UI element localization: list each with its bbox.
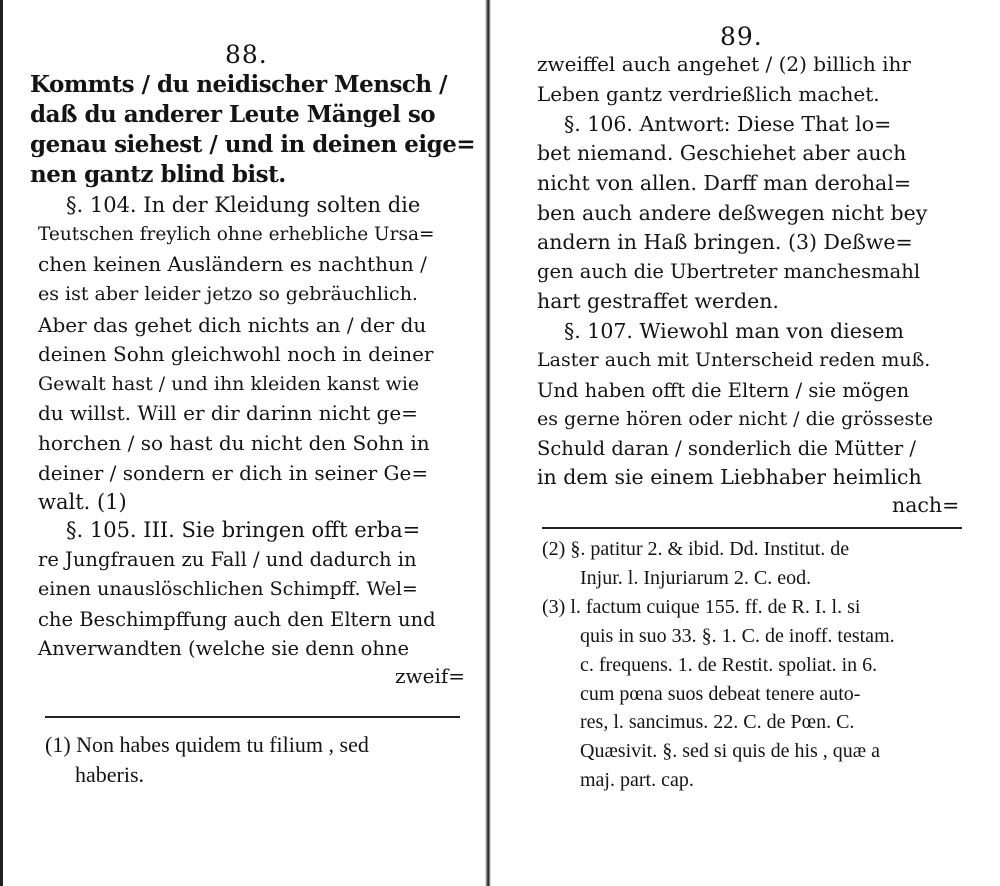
text-line: Anverwandten (welche sie denn ohne [38,637,410,660]
page-edge [0,0,3,886]
text-line: §. 107. Wiewohl man von diesem [564,319,904,343]
catchword: nach= [892,493,960,517]
text-line: §. 104. In der Kleidung solten die [66,193,421,217]
footnote-line: Quæsivit. §. sed si quis de his , quæ a [580,740,881,762]
footnote-line: res, l. sancimus. 22. C. de Pœn. C. [580,711,855,733]
text-line: daß du anderer Leute Mängel so [30,101,436,128]
text-line: Und haben offt die Eltern / sie mögen [537,379,910,402]
text-line: deinen Sohn gleichwohl noch in deiner [38,342,434,366]
text-line: deiner / sondern er dich in seiner Ge= [38,461,429,485]
text-line: genau siehest / und in deinen eige= [30,131,476,158]
footnote-line: quis in suo 33. §. 1. C. de inoff. testam. [580,625,895,647]
text-line: bet niemand. Geschiehet aber auch [537,141,907,165]
footnote-line: (2) §. patitur 2. & ibid. Dd. Institut. de [542,538,850,560]
footnote-rule [45,716,460,718]
footnote-line: Injur. l. Injuriarum 2. C. eod. [580,567,812,589]
text-line: §. 105. III. Sie bringen offt erba= [66,518,421,542]
text-line: es gerne hören oder nicht / die grösseste [537,408,934,430]
text-line: du willst. Will er dir darinn nicht ge= [38,401,418,425]
right-page [492,0,1000,886]
text-line: Schuld daran / sonderlich die Mütter / [537,437,916,460]
text-line: walt. (1) [38,490,127,514]
text-line: §. 106. Antwort: Diese That lo= [564,112,892,136]
text-line: Laster auch mit Unterscheid reden muß. [537,349,931,371]
left-page [0,0,487,886]
text-line: nicht von allen. Darff man derohal= [537,171,912,195]
footnote-line: (3) l. factum cuique 155. ff. de R. I. l. si [542,596,861,618]
page-number: 89. [720,22,763,51]
footnote-rule [542,527,962,529]
text-line: Teutschen freylich ohne erhebliche Ursa= [38,224,435,245]
text-line: horchen / so hast du nicht den Sohn in [38,431,430,455]
text-line: Leben gantz verdrießlich machet. [537,82,880,106]
footnote-line: c. frequens. 1. de Restit. spoliat. in 6. [580,654,878,676]
footnote-line: (1) Non habes quidem tu filium , sed [45,732,369,757]
text-line: einen unauslöschlichen Schimpff. Wel= [38,578,418,600]
footnote-line: haberis. [75,762,145,787]
text-line: zweiffel auch angehet / (2) billich ihr [537,52,911,76]
text-line: in dem sie einem Liebhaber heimlich [537,465,922,489]
text-line: gen auch die Ubertreter manchesmahl [537,260,921,283]
text-line: che Beschimpffung auch den Eltern und [38,608,436,631]
text-line: ben auch andere deßwegen nicht bey [537,201,928,225]
text-line: hart gestraffet werden. [537,289,779,313]
catchword: zweif= [395,664,466,688]
text-line: andern in Haß bringen. (3) Deßwe= [537,230,913,254]
text-line: es ist aber leider jetzo so gebräuchlich. [38,283,418,305]
book-gutter [485,0,491,886]
footnote-line: maj. part. cap. [580,769,694,791]
page-number: 88. [225,40,268,69]
text-line: chen keinen Ausländern es nachthun / [38,252,427,276]
text-line: nen gantz blind bist. [30,161,286,188]
text-line: Aber das gehet dich nichts an / der du [38,313,427,337]
text-line: Gewalt hast / und ihn kleiden kanst wie [38,373,420,395]
text-line: Kommts / du neidischer Mensch / [30,71,448,98]
text-line: re Jungfrauen zu Fall / und dadurch in [38,548,417,571]
footnote-line: cum pœna suos debeat tenere auto- [580,683,861,705]
